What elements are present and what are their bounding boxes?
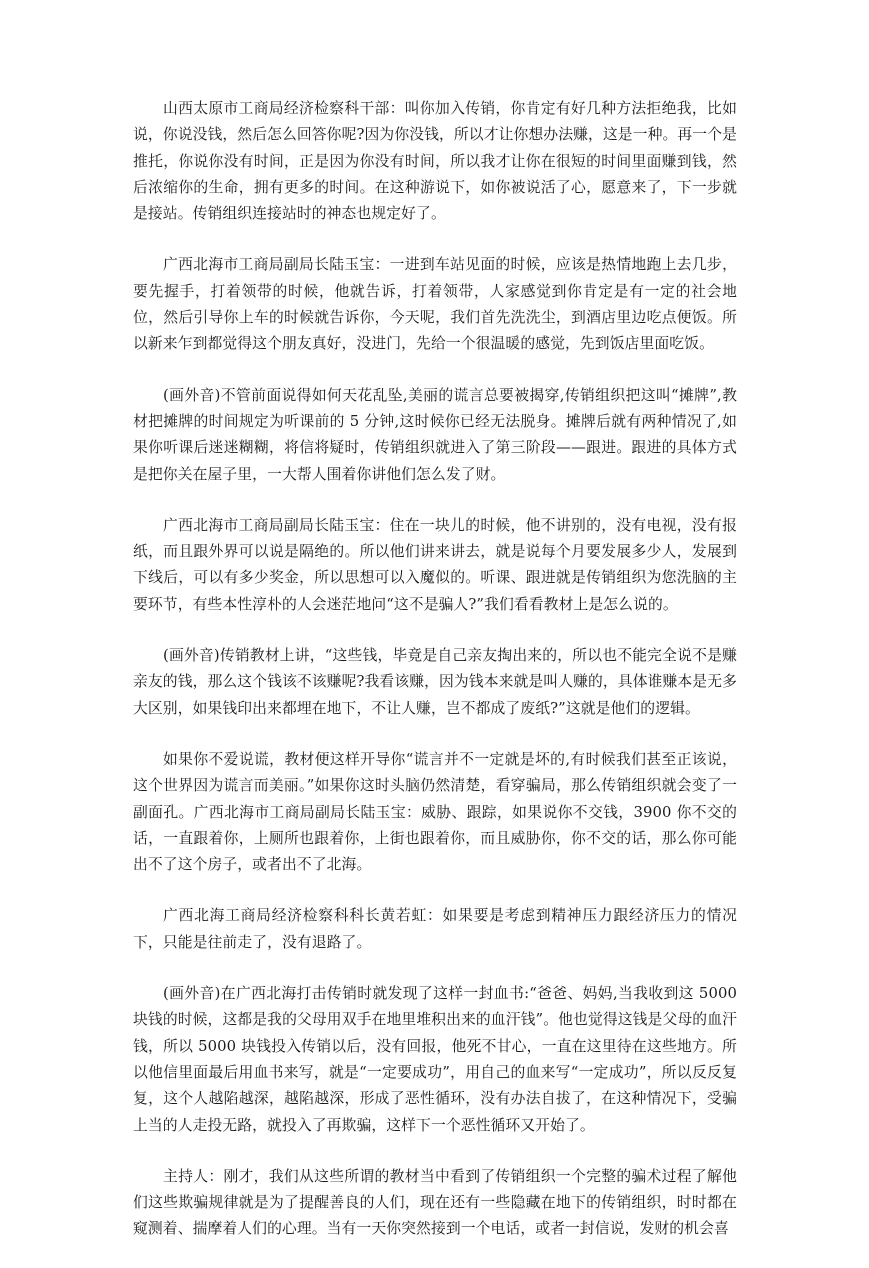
paragraph-beihai-section-chief: 广西北海工商局经济检察科科长黄若虹：如果要是考虑到精神压力跟经济压力的情况下，只能是往前走了，没有退路了。	[133, 907, 737, 951]
paragraph-voiceover-2: (画外音)传销教材上讲，“这些钱，毕竟是自己亲友掏出来的，所以也不能完全说不是赚亲友的钱，那么这个钱该不该赚呢?我看该赚，因为钱本来就是叫人赚的，具体谁赚本是无多大区别，如果钱印出来都埋在地下，不让人赚，岂不都成了废纸?”这就是他们的逻辑。	[133, 647, 737, 717]
paragraph-lying-teaching: 如果你不爱说谎，教材便这样开导你“谎言并不一定就是坏的,有时候我们甚至正该说，这个世界因为谎言而美丽。”如果你这时头脑仍然清楚，看穿骗局，那么传销组织就会变了一副面孔。广西北海市工商局副局长陆玉宝：威胁、跟踪，如果说你不交钱，3900 你不交的话，一直跟着你，上厕所也跟着你，上街也跟着你，而且威胁你，你不交的话，那么你可能出不了这个房子，或者出不了北海。	[133, 750, 737, 874]
paragraph-taiyuan-official: 山西太原市工商局经济检察科干部：叫你加入传销，你肯定有好几种方法拒绝我，比如说，你说没钱，然后怎么回答你呢?因为你没钱，所以才让你想办法赚，这是一种。再一个是推托，你说你没有时间，正是因为你没有时间，所以我才让你在很短的时间里面赚到钱，然后浓缩你的生命，拥有更多的时间。在这种游说下，如你被说活了心，愿意来了，下一步就是接站。传销组织连接站时的神态也规定好了。	[133, 100, 737, 223]
paragraph-voiceover-1: (画外音)不管前面说得如何天花乱坠,美丽的谎言总要被揭穿,传销组织把这叫“摊牌”,教材把摊牌的时间规定为听课前的 5 分钟,这时候你已经无法脱身。摊牌后就有两种情况了,如果你听课后迷迷糊糊，将信将疑时，传销组织就进入了第三阶段——跟进。跟进的具体方式是把你关在屋子里，一大帮人围着你讲他们怎么发了财。	[133, 386, 737, 483]
paragraph-voiceover-blood-letter: (画外音)在广西北海打击传销时就发现了这样一封血书:“爸爸、妈妈,当我收到这 5000 块钱的时候，这都是我的父母用双手在地里堆积出来的血汗钱”。他也觉得这钱是父母的血汗钱，所以 5000 块钱投入传销以后，没有回报，他死不甘心，一直在这里待在这些地方。所以他信里面最后用血书来写，就是“一定要成功”，用自己的血来写“一定成功”，所以反反复复，这个人越陷越深，越陷越深，形成了恶性循环，没有办法自拔了，在这种情况下，受骗上当的人走投无路，就投入了再欺骗，这样下一个恶性循环又开始了。	[133, 985, 737, 1134]
paragraph-beihai-deputy-director-1: 广西北海市工商局副局长陆玉宝：一进到车站见面的时候，应该是热情地跑上去几步，要先握手，打着领带的时候，他就告诉，打着领带，人家感觉到你肯定是有一定的社会地位，然后引导你上车的时候就告诉你，今天呢，我们首先洗洗尘，到酒店里边吃点便饭。所以新来乍到都觉得这个朋友真好，没进门，先给一个很温暖的感觉，先到饭店里面吃饭。	[133, 256, 737, 353]
paragraph-beihai-deputy-director-2: 广西北海市工商局副局长陆玉宝：住在一块儿的时候，他不讲别的，没有电视，没有报纸，而且跟外界可以说是隔绝的。所以他们讲来讲去，就是说每个月要发展多少人，发展到下线后，可以有多少奖金，所以思想可以入魔似的。听课、跟进就是传销组织为您洗脑的主要环节，有些本性淳朴的人会迷茫地问“这不是骗人?”我们看看教材上是怎么说的。	[133, 516, 737, 613]
paragraph-host: 主持人：刚才，我们从这些所谓的教材当中看到了传销组织一个完整的骗术过程了解他们这些欺骗规律就是为了提醒善良的人们，现在还有一些隐藏在地下的传销组织，时时都在窥测着、揣摩着人们的心理。当有一天你突然接到一个电话，或者一封信说，发财的机会喜	[133, 1167, 737, 1238]
document-body	[133, 96, 737, 1268]
